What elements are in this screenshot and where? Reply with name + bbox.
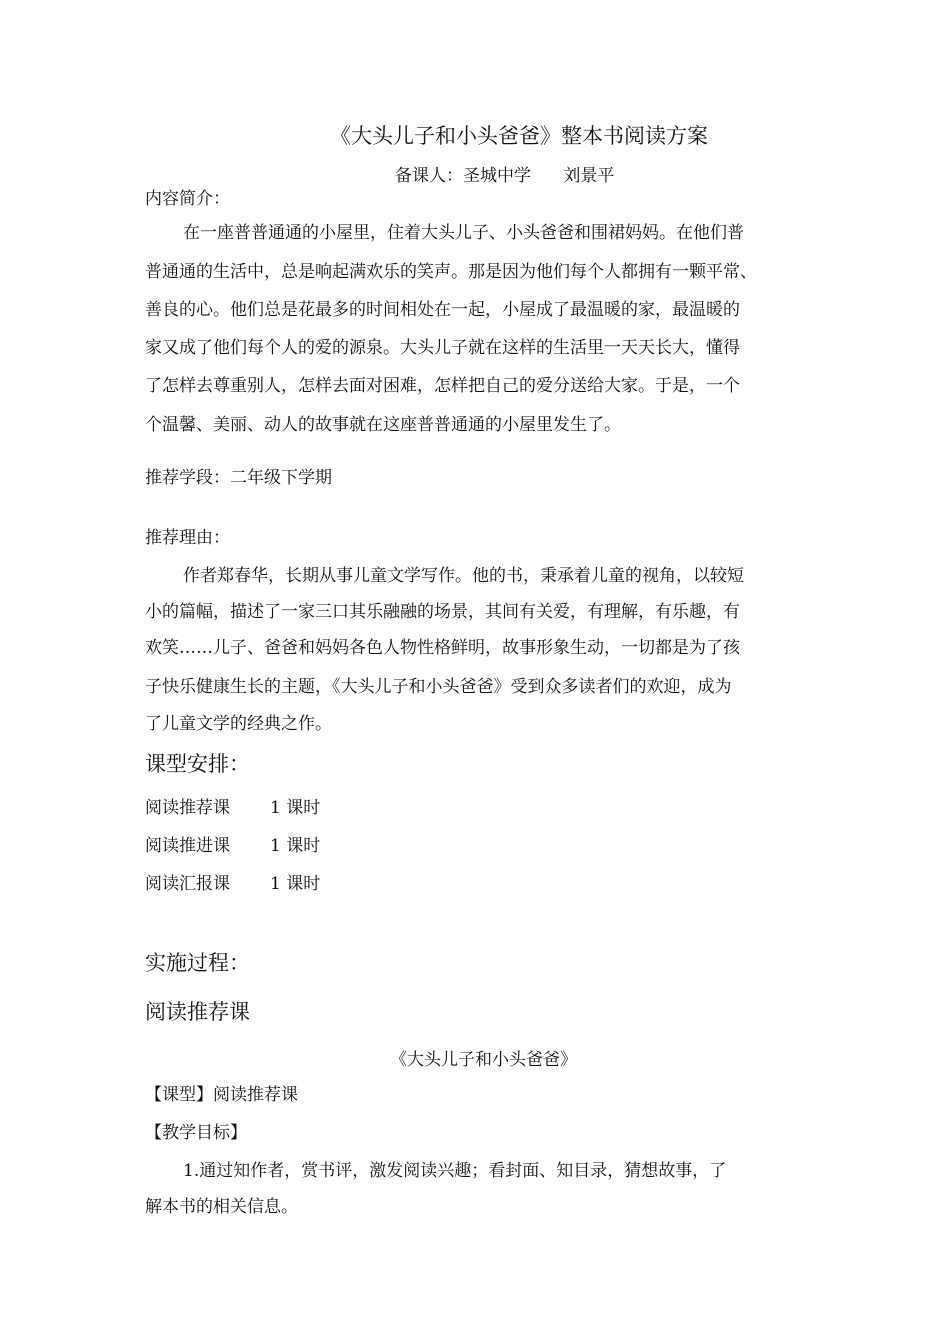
lesson-name: 阅读推进课: [145, 836, 230, 856]
intro-line: 了怎样去尊重别人，怎样去面对困难，怎样把自己的爱分送给大家。于是，一个: [145, 376, 740, 396]
goals-heading: 【教学目标】: [145, 1123, 247, 1143]
lesson-heading: 课型安排：: [145, 752, 250, 776]
intro-line: 普通通的生活中，总是响起满欢乐的笑声。那是因为他们每个人都拥有一颗平常、: [145, 262, 757, 282]
book-title: 《大头儿子和小头爸爸》: [390, 1050, 577, 1070]
intro-line: 善良的心。他们总是花最多的时间相处在一起，小屋成了最温暖的家，最温暖的: [145, 300, 740, 320]
intro-line: 家又成了他们每个人的爱的源泉。大头儿子就在这样的生活里一天天长大，懂得: [145, 338, 740, 358]
intro-line: 在一座普普通通的小屋里，住着大头儿子、小头爸爸和围裙妈妈。在他们普: [183, 223, 744, 243]
doc-title: 《大头儿子和小头爸爸》整本书阅读方案: [330, 124, 708, 148]
recommended-stage: 推荐学段：二年级下学期: [145, 468, 332, 488]
lesson-hours: 1 课时: [270, 798, 321, 818]
reason-line: 小的篇幅，描述了一家三口其乐融融的场景，其间有关爱，有理解，有乐趣，有: [145, 602, 740, 622]
author-line: 备课人：圣城中学 刘景平: [395, 166, 615, 186]
course-type: 【课型】阅读推荐课: [145, 1085, 298, 1105]
lesson-row: [145, 876, 230, 893]
lesson-row: [145, 800, 230, 817]
lesson-row: [145, 838, 230, 855]
lesson-hours: 1 课时: [270, 874, 321, 894]
lesson-hours: 1 课时: [270, 836, 321, 856]
process-heading: 实施过程：: [145, 951, 250, 975]
reason-line: 作者郑春华，长期从事儿童文学写作。他的书，秉承着儿童的视角，以较短: [183, 566, 744, 586]
intro-line: 个温馨、美丽、动人的故事就在这座普普通通的小屋里发生了。: [145, 415, 621, 435]
lesson-name: 阅读汇报课: [145, 874, 230, 894]
reason-line: 子快乐健康生长的主题，《大头儿子和小头爸爸》受到众多读者们的欢迎，成为: [145, 677, 732, 697]
goal-line: 解本书的相关信息。: [145, 1197, 298, 1217]
reason-line: 欢笑……儿子、爸爸和妈妈各色人物性格鲜明，故事形象生动，一切都是为了孩: [145, 638, 740, 658]
lesson-name: 阅读推荐课: [145, 798, 230, 818]
intro-heading: 内容简介：: [145, 189, 230, 209]
goal-line: 1.通过知作者，赏书评，激发阅读兴趣；看封面、知目录，猜想故事，了: [183, 1161, 727, 1181]
course-heading: 阅读推荐课: [145, 1000, 250, 1024]
reason-heading: 推荐理由：: [145, 528, 230, 548]
reason-line: 了儿童文学的经典之作。: [145, 714, 332, 734]
